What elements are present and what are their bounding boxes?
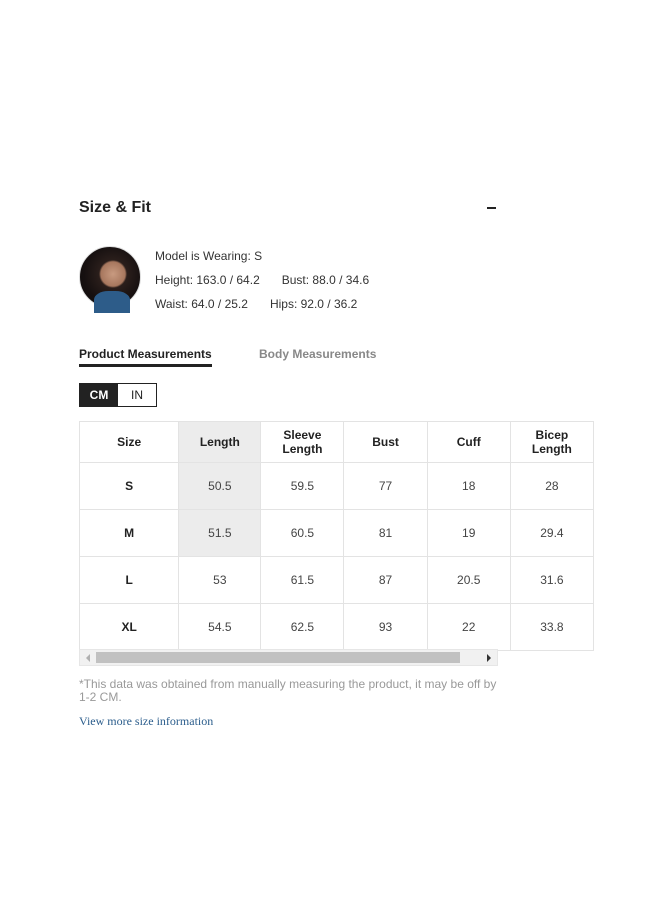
model-hips: Hips: 92.0 / 36.2 bbox=[269, 297, 358, 311]
cell-cuff: 22 bbox=[427, 604, 510, 651]
table-row bbox=[80, 510, 594, 557]
cell-bicep: 31.6 bbox=[510, 557, 593, 604]
table-row bbox=[80, 604, 594, 651]
scroll-right-arrow-icon[interactable] bbox=[487, 654, 491, 662]
model-avatar bbox=[79, 246, 141, 308]
scroll-left-arrow-icon[interactable] bbox=[86, 654, 90, 662]
size-fit-header[interactable] bbox=[79, 196, 498, 220]
table-horizontal-scrollbar[interactable] bbox=[79, 649, 498, 666]
cell-bicep: 29.4 bbox=[510, 510, 593, 557]
cell-length: 51.5 bbox=[179, 510, 261, 557]
cell-bicep: 33.8 bbox=[510, 604, 593, 651]
cell-sleeve: 61.5 bbox=[261, 557, 344, 604]
header-bicep-length: Bicep Length bbox=[510, 422, 593, 463]
size-table-container[interactable] bbox=[79, 421, 572, 651]
unit-toggle bbox=[79, 383, 157, 407]
cell-bust: 87 bbox=[344, 557, 427, 604]
scrollbar-thumb[interactable] bbox=[96, 652, 460, 663]
header-bust: Bust bbox=[344, 422, 427, 463]
header-size: Size bbox=[80, 422, 179, 463]
view-more-size-link[interactable]: View more size information bbox=[79, 714, 214, 728]
cell-cuff: 18 bbox=[427, 463, 510, 510]
header-cuff: Cuff bbox=[427, 422, 510, 463]
tab-product-measurements[interactable]: Product Measurements bbox=[79, 346, 212, 367]
model-height: Height: 163.0 / 64.2 bbox=[155, 273, 260, 287]
header-sleeve-length: Sleeve Length bbox=[261, 422, 344, 463]
unit-in-button[interactable]: IN bbox=[118, 384, 156, 406]
cell-bust: 77 bbox=[344, 463, 427, 510]
table-row bbox=[80, 557, 594, 604]
minus-icon[interactable] bbox=[480, 196, 498, 220]
cell-size: M bbox=[80, 510, 179, 557]
model-info-block bbox=[79, 246, 498, 310]
cell-sleeve: 62.5 bbox=[261, 604, 344, 651]
cell-length: 53 bbox=[179, 557, 261, 604]
cell-sleeve: 59.5 bbox=[261, 463, 344, 510]
cell-bust: 93 bbox=[344, 604, 427, 651]
cell-size: XL bbox=[80, 604, 179, 651]
cell-length: 54.5 bbox=[179, 604, 261, 651]
cell-size: L bbox=[80, 557, 179, 604]
section-title: Size & Fit bbox=[79, 199, 152, 216]
table-row bbox=[80, 463, 594, 510]
cell-sleeve: 60.5 bbox=[261, 510, 344, 557]
size-fit-section bbox=[79, 196, 572, 728]
cell-size: S bbox=[80, 463, 179, 510]
cell-bicep: 28 bbox=[510, 463, 593, 510]
tab-body-measurements[interactable]: Body Measurements bbox=[259, 347, 377, 361]
header-length: Length bbox=[179, 422, 261, 463]
model-wearing: Model is Wearing: S bbox=[155, 249, 263, 263]
size-table bbox=[79, 421, 594, 651]
table-header-row bbox=[80, 422, 594, 463]
model-waist: Waist: 64.0 / 25.2 bbox=[155, 297, 248, 311]
cell-cuff: 19 bbox=[427, 510, 510, 557]
model-bust: Bust: 88.0 / 34.6 bbox=[281, 273, 370, 287]
measurement-disclaimer: *This data was obtained from manually measuring the product, it may be off by 1-2 CM. bbox=[79, 677, 497, 704]
unit-cm-button[interactable]: CM bbox=[80, 384, 118, 406]
cell-length: 50.5 bbox=[179, 463, 261, 510]
cell-cuff: 20.5 bbox=[427, 557, 510, 604]
cell-bust: 81 bbox=[344, 510, 427, 557]
